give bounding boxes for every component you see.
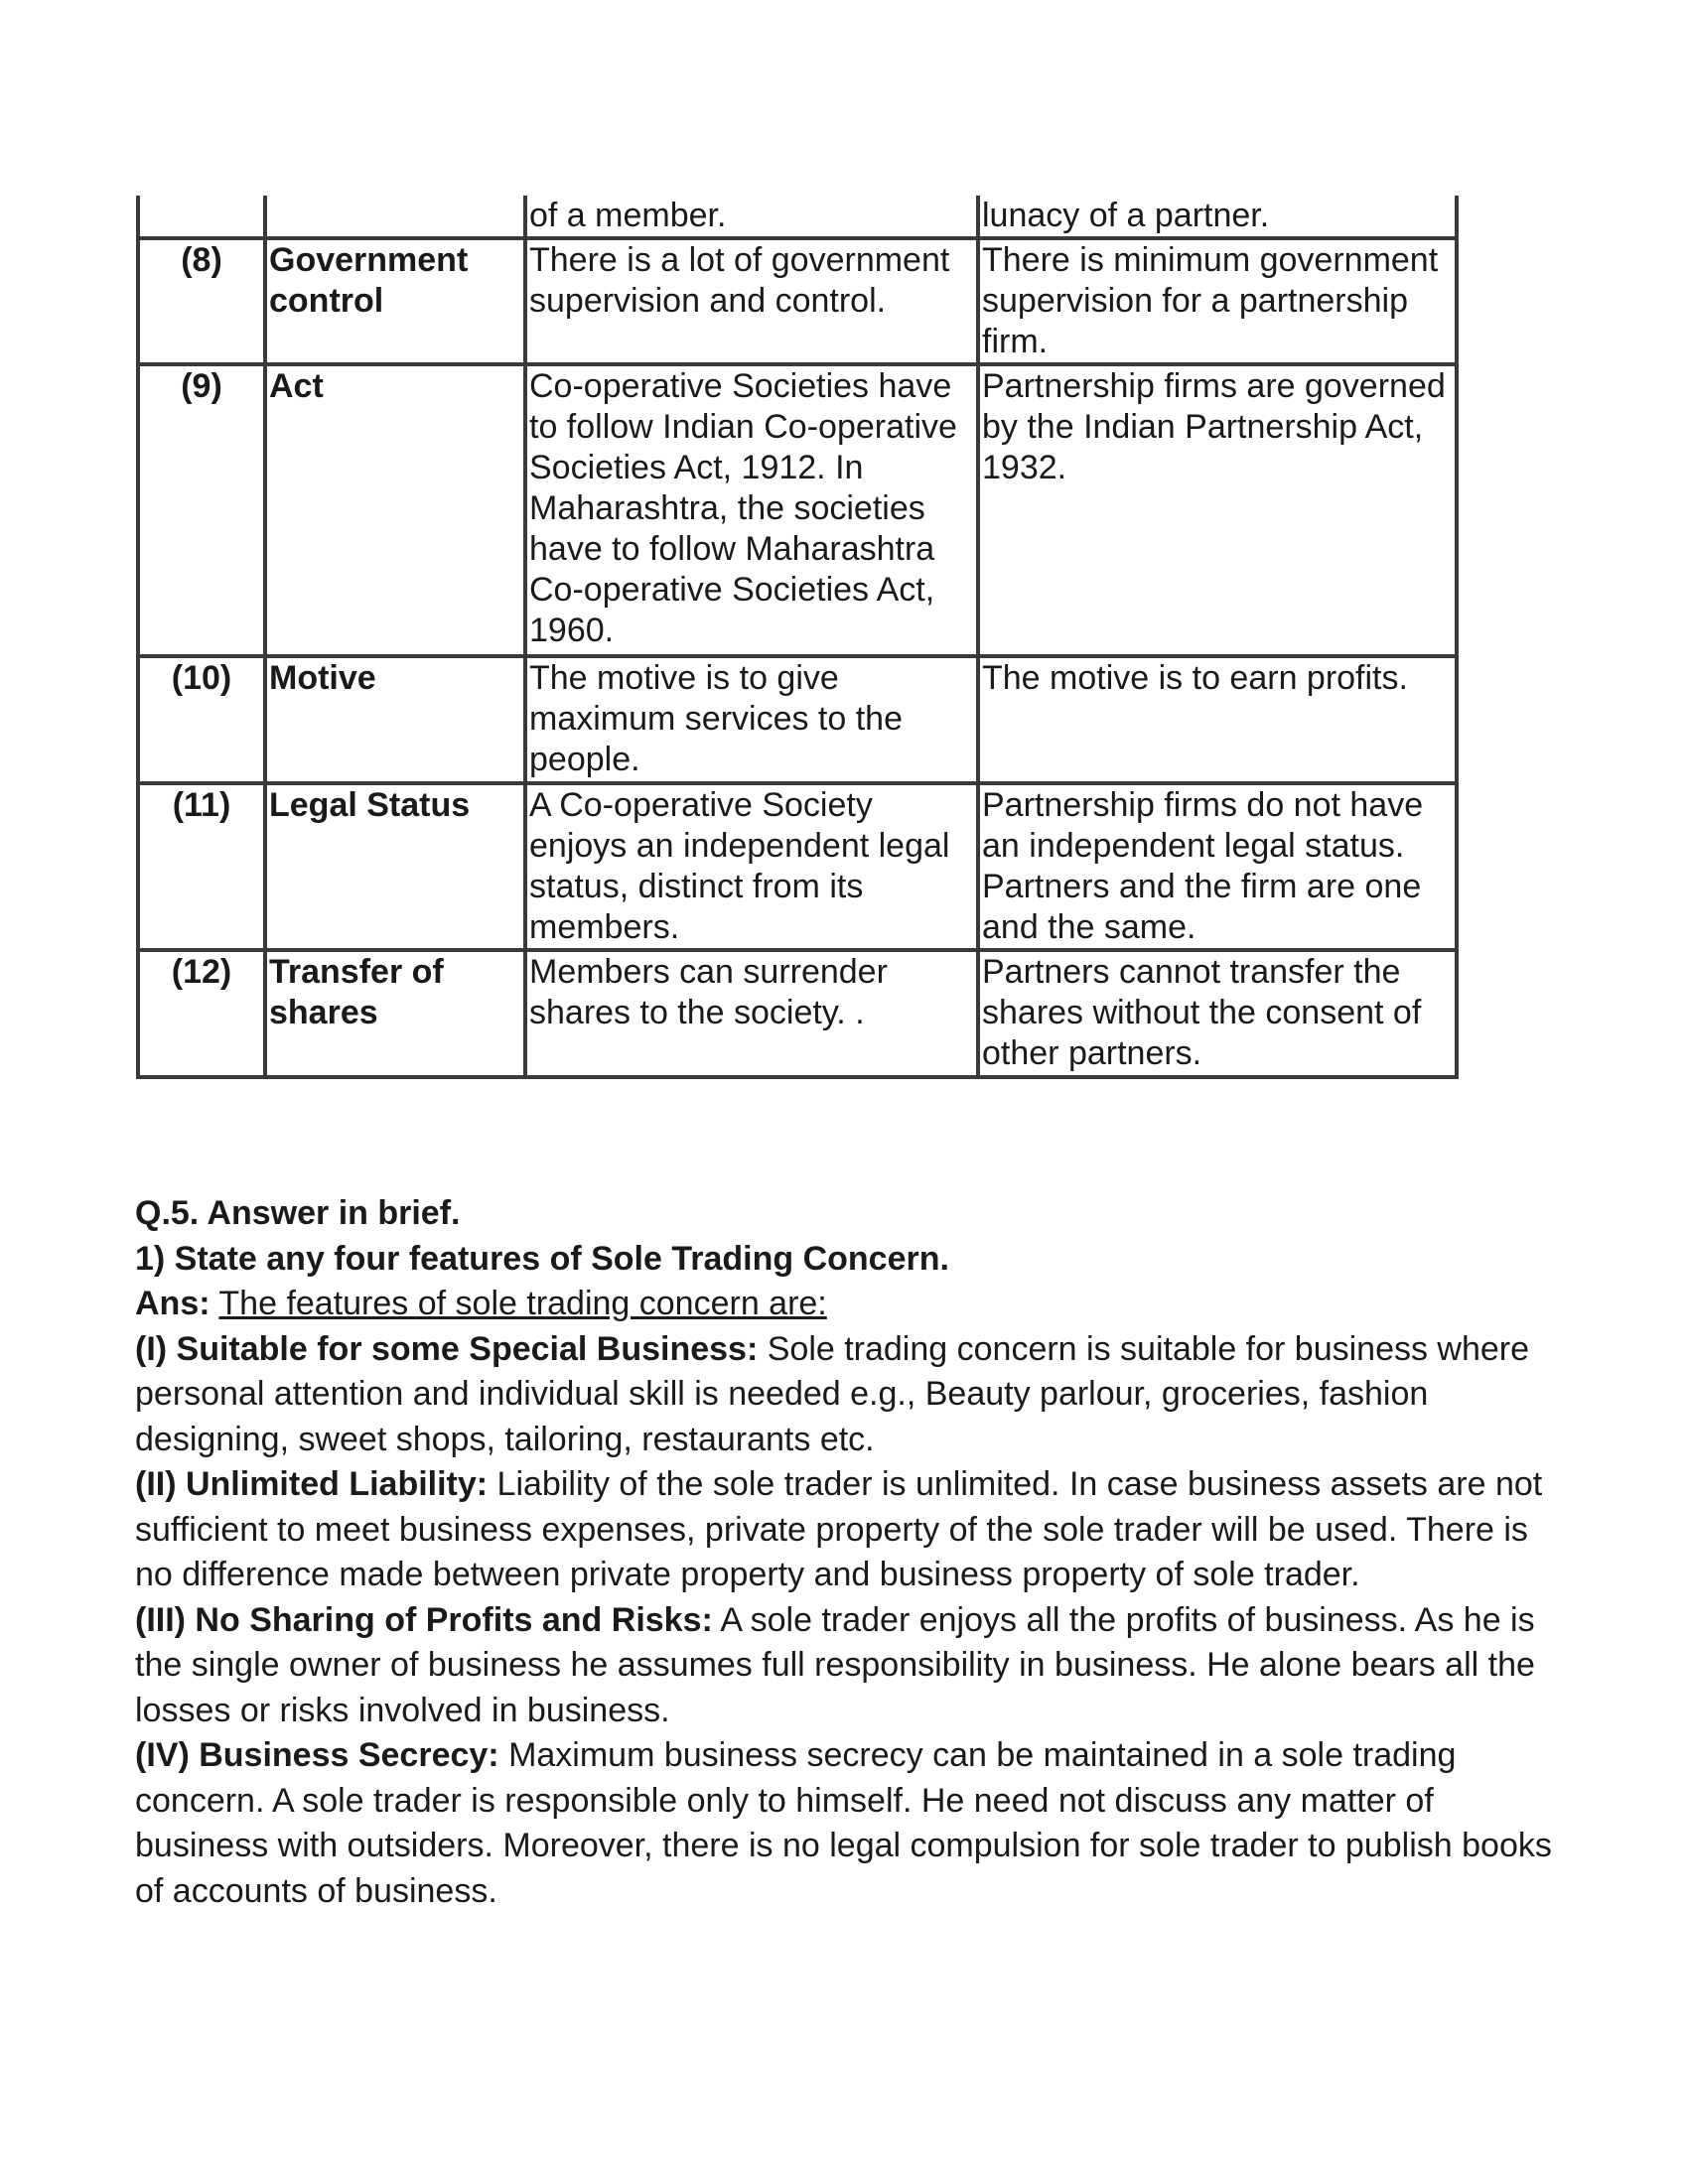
cooperative-cell: A Co-operative Society enjoys an independent legal status, distinct from its members. xyxy=(525,783,978,950)
cooperative-cell: Co-operative Societies have to follow Indian Co-operative Societies Act, 1912. In Maharashtra, the societies have to follow Maharashtra Co-operative Societies Act, 1960. xyxy=(525,364,978,656)
row-feature: Legal Status xyxy=(265,783,525,950)
row-number: (8) xyxy=(138,238,265,364)
feature-point-label: (II) Unlimited Liability: xyxy=(135,1465,489,1503)
cooperative-cell: Members can surrender shares to the society. . xyxy=(525,950,978,1077)
feature-point xyxy=(135,1733,1565,1914)
row-feature: Act xyxy=(265,364,525,656)
partnership-cell: Partnership firms are governed by the Indian Partnership Act, 1932. xyxy=(978,364,1457,656)
answers-section xyxy=(135,1191,1565,1914)
cooperative-cell: The motive is to give maximum services to the people. xyxy=(525,656,978,783)
feature-point-label: (III) No Sharing of Profits and Risks: xyxy=(135,1600,713,1639)
partnership-cell: The motive is to earn profits. xyxy=(978,656,1457,783)
cooperative-cell: There is a lot of government supervision and control. xyxy=(525,238,978,364)
feature-point xyxy=(135,1462,1565,1598)
sub-question: 1) State any four features of Sole Trading Concern. xyxy=(135,1239,949,1278)
partnership-cell: Partnership firms do not have an independent legal status. Partners and the firm are one and the same. xyxy=(978,783,1457,950)
table-row xyxy=(138,656,1457,783)
table-row xyxy=(138,783,1457,950)
row-number xyxy=(138,196,265,238)
row-number: (9) xyxy=(138,364,265,656)
feature-point-label: (I) Suitable for some Special Business: xyxy=(135,1329,759,1368)
feature-point-text: A sole trader enjoys all the profits of business. As he is the single owner of business he assumes full responsibility in business. He alone bears all the losses or risks involved in business. xyxy=(135,1600,1535,1729)
table-row xyxy=(138,950,1457,1077)
cooperative-cell: of a member. xyxy=(525,196,978,238)
answer-label: Ans: xyxy=(135,1285,211,1322)
feature-point-text: Maximum business secrecy can be maintained in a sole trading concern. A sole trader is responsible only to himself. He need not discuss any matter of business with outsiders. Moreover, there is no legal compulsion for sole trader to publish books of accounts of business. xyxy=(135,1736,1552,1910)
row-feature: Transfer of shares xyxy=(265,950,525,1077)
answer-intro xyxy=(135,1282,1565,1327)
row-number: (12) xyxy=(138,950,265,1077)
feature-point xyxy=(135,1598,1565,1734)
row-number: (10) xyxy=(138,656,265,783)
table-row-continuation xyxy=(138,196,1457,238)
comparison-table xyxy=(136,196,1459,1079)
partnership-cell: Partners cannot transfer the shares without the consent of other partners. xyxy=(978,950,1457,1077)
row-feature: Motive xyxy=(265,656,525,783)
feature-point xyxy=(135,1327,1565,1463)
table-row xyxy=(138,238,1457,364)
row-number: (11) xyxy=(138,783,265,950)
answer-intro-text: The features of sole trading concern are: xyxy=(218,1285,827,1322)
question-heading: Q.5. Answer in brief. xyxy=(135,1194,461,1232)
partnership-cell: lunacy of a partner. xyxy=(978,196,1457,238)
feature-point-label: (IV) Business Secrecy: xyxy=(135,1736,499,1774)
feature-point-text: Sole trading concern is suitable for business where personal attention and individual skill is needed e.g., Beauty parlour, groceries, fashion designing, sweet shops, tailoring, restaurants etc. xyxy=(135,1329,1530,1458)
row-feature xyxy=(265,196,525,238)
row-feature: Government control xyxy=(265,238,525,364)
feature-point-text: Liability of the sole trader is unlimited. In case business assets are not sufficient to meet business expenses, private property of the sole trader will be used. There is no difference made between private property and business property of sole trader. xyxy=(135,1465,1543,1593)
partnership-cell: There is minimum government supervision for a partnership firm. xyxy=(978,238,1457,364)
table-row xyxy=(138,364,1457,656)
